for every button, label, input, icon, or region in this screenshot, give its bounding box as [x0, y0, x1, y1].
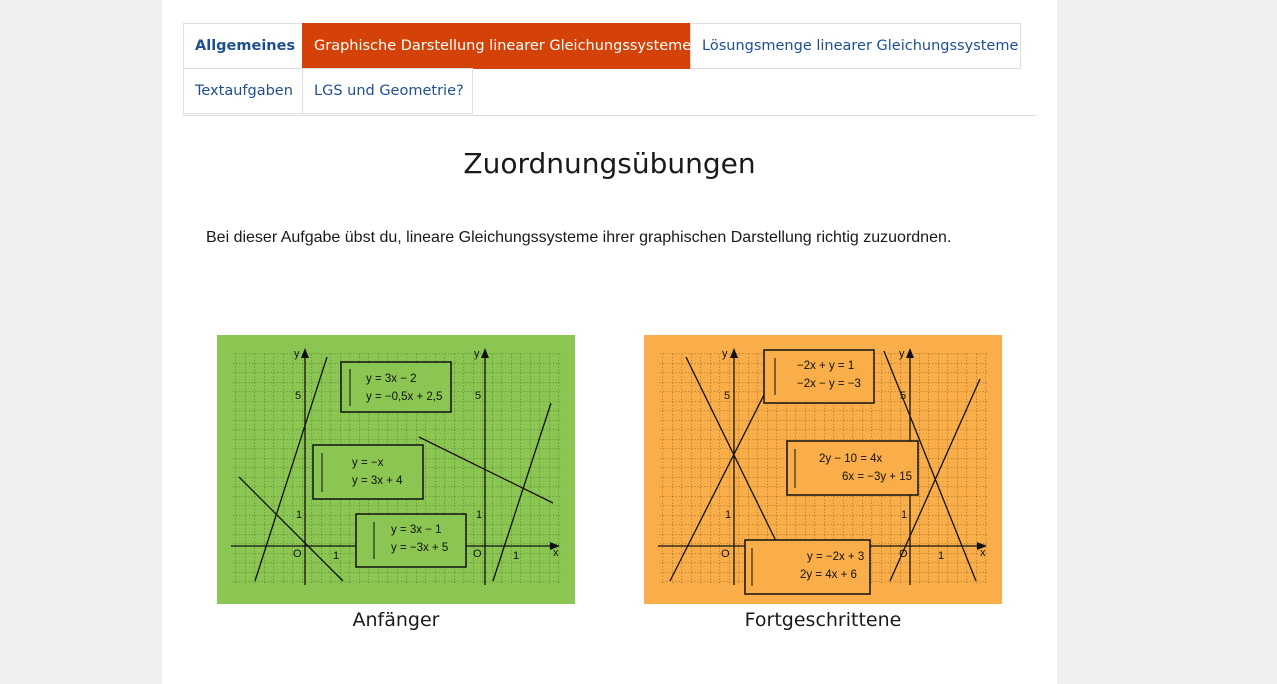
equation-box	[356, 514, 466, 567]
graph-image-anfaenger	[217, 335, 575, 604]
tab-bar	[183, 23, 1036, 116]
equation-2: y = −3x + 5	[391, 542, 449, 554]
intro-text: Bei dieser Aufgabe übst du, lineare Gleichungssysteme ihrer graphischen Darstellung richtig zuzuordnen.	[206, 229, 952, 246]
card-caption: Anfänger	[352, 609, 440, 631]
tick-label-one: 1	[333, 550, 340, 562]
axis-label-y: y	[899, 348, 905, 360]
card-caption: Fortgeschrittene	[744, 609, 902, 631]
tick-label-five: 5	[295, 390, 302, 402]
tick-label-five: 5	[724, 390, 731, 402]
origin-label: O	[473, 548, 482, 560]
origin-label: O	[899, 548, 908, 560]
equation-box	[745, 540, 870, 594]
tick-label-one-y: 1	[901, 509, 908, 521]
equation-1: y = −2x + 3	[807, 551, 865, 563]
tick-label-five: 5	[475, 390, 482, 402]
origin-label: O	[293, 548, 302, 560]
tick-label-one-y: 1	[476, 509, 483, 521]
equation-1: 2y − 10 = 4x	[819, 453, 883, 465]
axis-label-y: y	[294, 348, 300, 360]
tick-label-one-y: 1	[296, 509, 303, 521]
tab-graphische-darstellung[interactable]: Graphische Darstellung linearer Gleichungssysteme	[302, 23, 691, 69]
card-fortgeschrittene[interactable]	[644, 335, 1002, 631]
axis-label-x: x	[553, 547, 559, 559]
tick-label-one: 1	[938, 550, 945, 562]
tick-label-five: 5	[900, 390, 907, 402]
card-anfaenger[interactable]	[217, 335, 575, 631]
equation-1: y = 3x − 1	[391, 524, 442, 536]
axis-label-y: y	[474, 348, 480, 360]
content-page	[162, 0, 1057, 684]
equation-box	[341, 362, 451, 412]
equation-2: 2y = 4x + 6	[800, 569, 857, 581]
equation-box	[313, 445, 423, 499]
equation-2: y = 3x + 4	[352, 475, 403, 487]
tab-textaufgaben[interactable]: Textaufgaben	[183, 68, 303, 114]
equation-2: −2x − y = −3	[797, 378, 861, 390]
equation-1: −2x + y = 1	[797, 360, 855, 372]
equation-2: y = −0,5x + 2,5	[366, 391, 443, 403]
equation-1: y = 3x − 2	[366, 373, 417, 385]
equation-box	[764, 350, 874, 403]
graph-image-fortgeschrittene	[644, 335, 1002, 604]
tick-label-one: 1	[513, 550, 520, 562]
axis-label-x: x	[980, 547, 986, 559]
axis-label-y: y	[722, 348, 728, 360]
tab-allgemeines[interactable]: Allgemeines	[183, 23, 303, 69]
origin-label: O	[721, 548, 730, 560]
equation-box	[787, 441, 918, 495]
equation-2: 6x = −3y + 15	[842, 471, 913, 483]
tab-loesungsmenge[interactable]: Lösungsmenge linearer Gleichungssysteme	[690, 23, 1021, 69]
tick-label-one-y: 1	[725, 509, 732, 521]
equation-1: y = −x	[352, 457, 384, 469]
page-title: Zuordnungsübungen	[463, 147, 756, 180]
tab-lgs-geometrie[interactable]: LGS und Geometrie?	[302, 68, 473, 114]
